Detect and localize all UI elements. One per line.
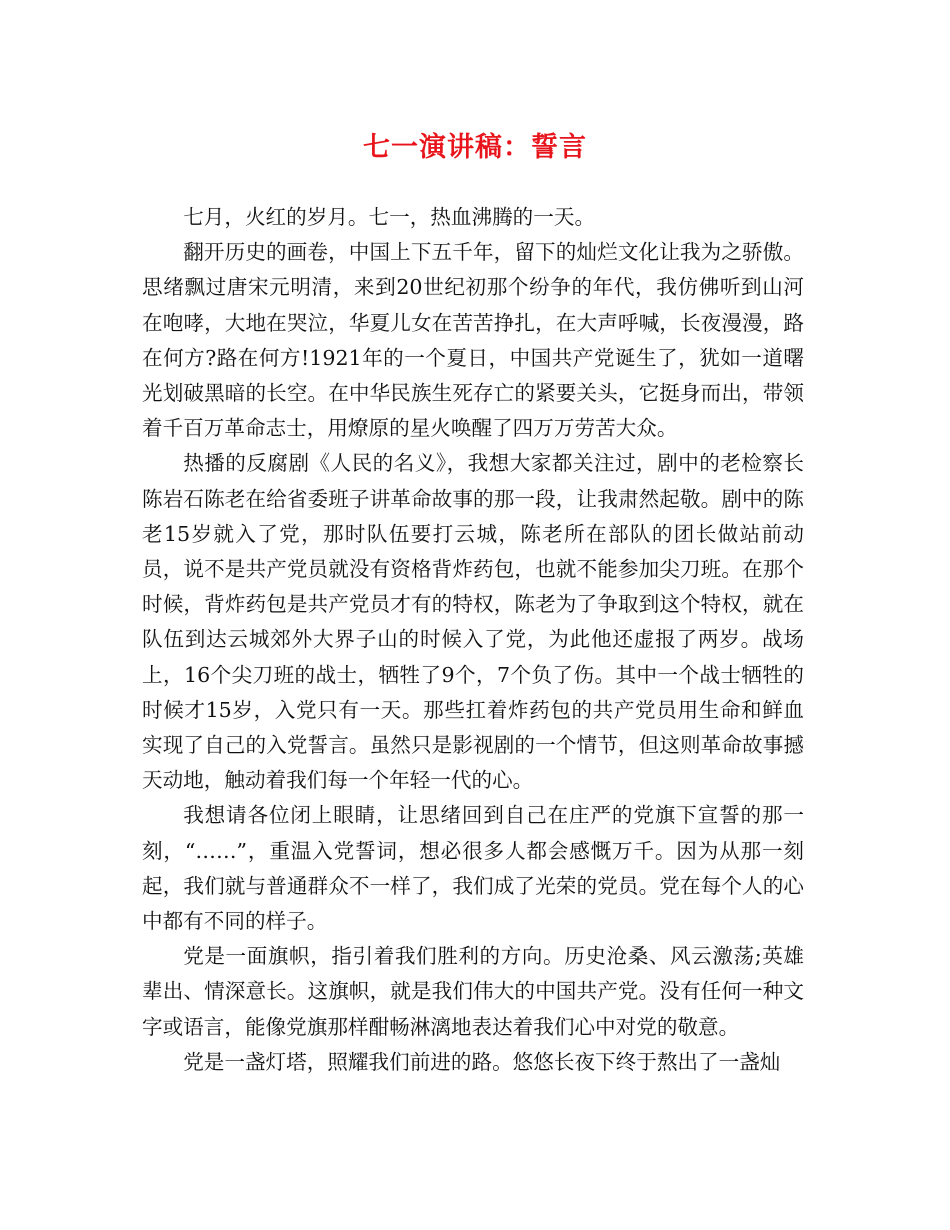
- document-body: [142, 200, 804, 1080]
- paragraph-1: 七月，火红的岁月。七一，热血沸腾的一天。: [183, 205, 596, 229]
- paragraph-6: 党是一盏灯塔，照耀我们前进的路。悠悠长夜下终于熬出了一盏灿: [183, 1049, 781, 1074]
- paragraph-2: 翻开历史的画卷，中国上下五千年，留下的灿烂文化让我为之骄傲。思绪飘过唐宋元明清，来到20世纪初那个纷争的年代，我仿佛听到山河在咆哮，大地在哭泣，华夏儿女在苦苦挣扎，在大声呼喊，长夜漫漫，路在何方?路在何方!1921年的一个夏日，中国共产党诞生了，犹如一道曙光划破黑暗的长空。在中华民族生死存亡的紧要关头，它挺身而出，带领着千百万革命志士，用燎原的星火唤醒了四万万劳苦大众。: [142, 240, 804, 441]
- paragraph-5: 党是一面旗帜，指引着我们胜利的方向。历史沧桑、风云激荡;英雄辈出、情深意长。这旗帜，就是我们伟大的中国共产党。没有任何一种文字或语言，能像党旗那样酣畅淋漓地表达着我们心中对党的敬意。: [142, 944, 804, 1039]
- document-title: 七一演讲稿：誓言: [363, 132, 587, 163]
- paragraph-3: 热播的反腐剧《人民的名义》，我想大家都关注过，剧中的老检察长陈岩石陈老在给省委班子讲革命故事的那一段，让我肃然起敬。剧中的陈老15岁就入了党，那时队伍要打云城，陈老所在部队的团长做站前动员，说不是共产党员就没有资格背炸药包，也就不能参加尖刀班。在那个时候，背炸药包是共产党员才有的特权，陈老为了争取到这个特权，就在队伍到达云城郊外大界子山的时候入了党，为此他还虚报了两岁。战场上，16个尖刀班的战士，牺牲了9个，7个负了伤。其中一个战士牺牲的时候才15岁，入党只有一天。那些扛着炸药包的共产党员用生命和鲜血实现了自己的入党誓言。虽然只是影视剧的一个情节，但这则革命故事撼天动地，触动着我们每一个年轻一代的心。: [142, 451, 804, 793]
- paragraph-4: 我想请各位闭上眼睛，让思绪回到自己在庄严的党旗下宣誓的那一刻，“……”，重温入党誓词，想必很多人都会感慨万千。因为从那一刻起，我们就与普通群众不一样了，我们成了光荣的党员。党在每个人的心中都有不同的样子。: [142, 803, 804, 934]
